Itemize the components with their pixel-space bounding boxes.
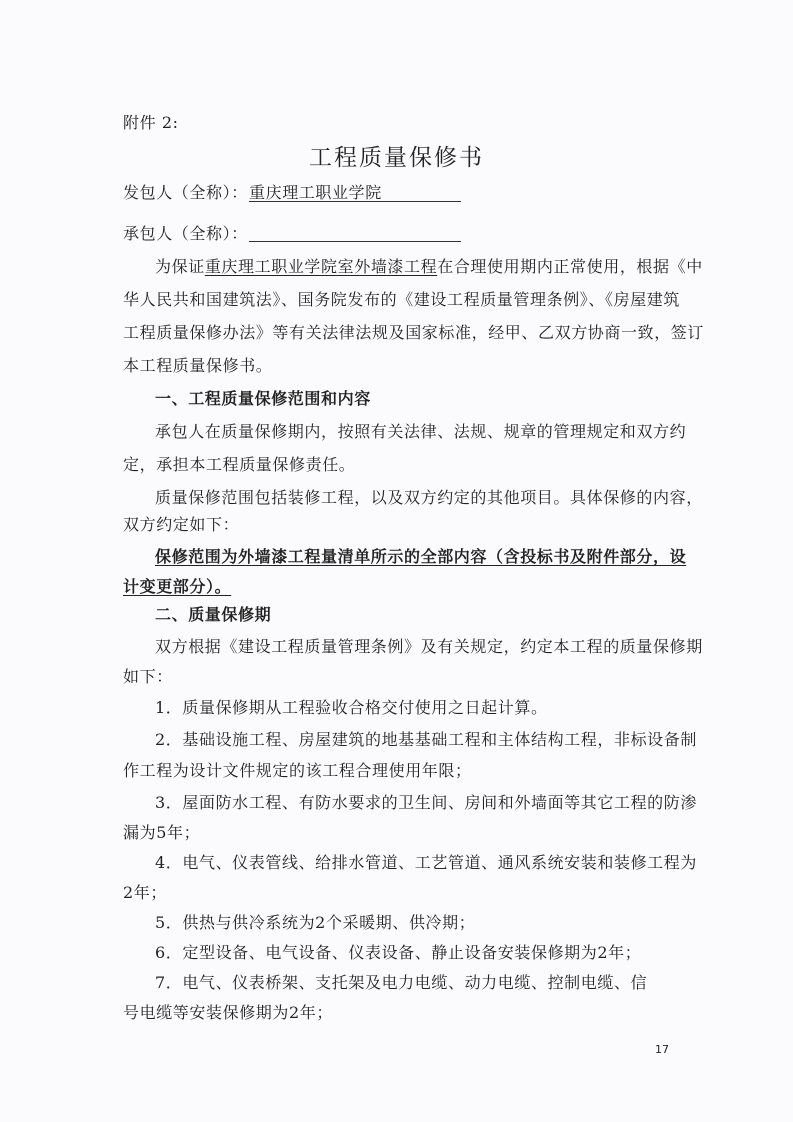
list-item-4-line2: 2年；	[123, 883, 167, 902]
list-item-2-line1: 2．基础设施工程、房屋建筑的地基基础工程和主体结构工程，非标设备制	[155, 730, 697, 749]
section2-p-line2: 如下：	[123, 667, 173, 686]
attachment-label: 附件 2:	[123, 113, 179, 132]
intro-line-4: 本工程质量保修书。	[123, 356, 273, 375]
list-item-7-line1: 7．电气、仪表桥架、支托架及电力电缆、动力电缆、控制电缆、信	[155, 973, 648, 992]
list-item-1: 1．质量保修期从工程验收合格交付使用之日起计算。	[155, 698, 548, 717]
document-title: 工程质量保修书	[309, 145, 484, 171]
intro-line-1	[155, 256, 703, 278]
intro-project-name: 重庆理工职业学院室外墙漆工程	[204, 257, 438, 276]
section1-scope-line1: 保修范围为外墙漆工程量清单所示的全部内容（含投标书及附件部分，设	[155, 547, 687, 566]
contractor-underline	[249, 201, 461, 202]
intro-line-1-rest: 在合理使用期内正常使用，根据《中	[437, 257, 703, 276]
section1-scope-line2: 计变更部分）。	[123, 577, 232, 596]
contractor-label: 发包人（全称）：	[123, 183, 248, 202]
section1-heading: 一、工程质量保修范围和内容	[155, 389, 371, 408]
intro-line-3: 工程质量保修办法》等有关法律法规及国家标准，经甲、乙双方协商一致，签订	[123, 323, 705, 342]
intro-line-2: 华人民共和国建筑法》、国务院发布的《建设工程质量管理条例》、《房屋建筑	[123, 290, 681, 309]
list-item-3-line2: 漏为5年；	[123, 823, 201, 842]
section2-heading: 二、质量保修期	[155, 605, 272, 624]
section1-p2-line2: 双方约定如下：	[123, 515, 240, 534]
section1-p1-line2: 定，承担本工程质量保修责任。	[123, 455, 356, 474]
page-number: 17	[655, 1043, 669, 1056]
section1-p2-line1: 质量保修范围包括装修工程，以及双方约定的其他项目。具体保修的内容，	[155, 488, 703, 507]
list-item-6: 6．定型设备、电气设备、仪表设备、静止设备安装保修期为2年；	[155, 943, 642, 962]
list-item-2-line2: 作工程为设计文件规定的该工程合理使用年限；	[123, 761, 472, 780]
contractor-value: 重庆理工职业学院	[249, 183, 382, 202]
list-item-3-line1: 3．屋面防水工程、有防水要求的卫生间、房间和外墙面等其它工程的防渗	[155, 793, 697, 812]
contractee-label: 承包人（全称）：	[123, 224, 248, 243]
contractee-underline	[249, 241, 461, 242]
intro-lead: 为保证	[155, 257, 205, 276]
section2-p-line1: 双方根据《建设工程质量管理条例》及有关规定，约定本工程的质量保修期	[155, 637, 703, 656]
list-item-5: 5．供热与供冷系统为2个采暖期、供冷期；	[155, 913, 476, 932]
list-item-7-line2: 号电缆等安装保修期为2年；	[123, 1003, 333, 1022]
section1-p1-line1: 承包人在质量保修期内，按照有关法律、法规、规章的管理规定和双方约	[155, 422, 687, 441]
list-item-4-line1: 4．电气、仪表管线、给排水管道、工艺管道、通风系统安装和装修工程为	[155, 853, 697, 872]
